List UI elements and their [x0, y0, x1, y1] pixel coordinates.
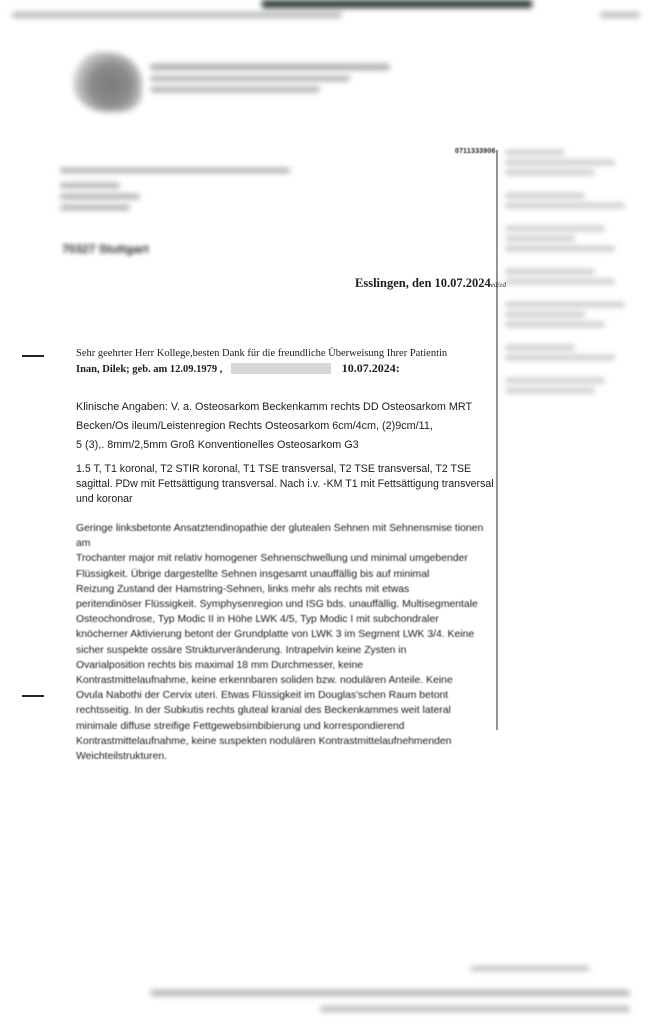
- findings-paragraph: [76, 521, 496, 764]
- mri-sequences: [76, 462, 496, 507]
- header-text-redacted: [12, 12, 342, 18]
- findings-line: peritendinöser Flüssigkeit. Symphysenregion und ISG bds. unauffällig. Multisegmentale: [76, 599, 478, 611]
- fold-mark-bottom: [22, 695, 44, 697]
- fold-mark-top: [22, 355, 44, 357]
- letter-date-suffix: ed/ed: [490, 281, 506, 289]
- greeting-block: [76, 346, 496, 377]
- findings-line: Weichteilstrukturen.: [76, 751, 168, 763]
- findings-line: Reizung Zustand der Hamstring-Sehnen, links mehr als rechts mit etwas: [76, 583, 410, 595]
- salutation: Sehr geehrter Herr Kollege,besten Dank für die freundliche Überweisung Ihrer Patientin: [76, 348, 448, 359]
- clinical-line: Becken/Os ileum/Leistenregion Rechts Osteosarkom 6cm/4cm, (2)9cm/11,: [76, 420, 433, 432]
- clinical-line: 5 (3),. 8mm/2,5mm Groß Konventionelles Osteosarkom G3: [76, 439, 359, 451]
- findings-line: Kontrastmittelaufnahme, keine erkennbaren soliden bzw. nodulären Anteile. Keine: [76, 675, 453, 687]
- header-strip: [12, 8, 640, 22]
- sequence-line: sagittal. PDw mit Fettsättigung transversal. Nach i.v. -KM T1 mit Fettsättigung transversal und koronar: [76, 478, 494, 505]
- page-number-redacted: [600, 12, 640, 18]
- findings-line: sicher suspekte ossäre Strukturveränderung. Intrapelvin keine Zysten in: [76, 644, 407, 656]
- header-dark-band: [262, 0, 532, 8]
- findings-line: Osteochondrose, Typ Modic II in Höhe LWK 4/5, Typ Modic I mit subchondraler: [76, 614, 439, 626]
- findings-line: minimale diffuse streifige Fettgewebsimbibierung und korrespondierend: [76, 720, 405, 732]
- document-id: 0711333906: [455, 148, 496, 155]
- exam-date: 10.07.2024:: [341, 361, 400, 375]
- practice-logo: [72, 52, 142, 112]
- findings-line: Ovarialposition rechts bis maximal 18 mm Durchmesser, keine: [76, 659, 363, 671]
- recipient-address: [60, 168, 320, 256]
- findings-line: Trochanter major mit relativ homogener Sehnenschwellung und minimal umgebender: [76, 553, 468, 565]
- findings-line: Kontrastmittelaufnahme, keine suspekten nodulären Kontrastmittelaufnehmenden: [76, 735, 452, 747]
- letter-date: [355, 276, 506, 291]
- findings-line: Ovula Nabothi der Cervix uteri. Etwas Flüssigkeit im Douglas'schen Raum betont: [76, 690, 449, 702]
- address-city-line: 70327 Stuttgart: [62, 242, 149, 256]
- sequence-line: 1.5 T, T1 koronal, T2 STIR koronal, T1 TSE transversal, T2 TSE transversal, T2 TSE: [76, 463, 472, 475]
- findings-line: rechtsseitig. In der Subkutis rechts gluteal kranial des Beckenkammes weit lateral: [76, 705, 451, 717]
- letterhead-sidebar: [505, 150, 655, 411]
- letter-date-text: Esslingen, den 10.07.2024: [355, 276, 491, 290]
- practice-name-redacted: [150, 64, 400, 98]
- redaction-box: [231, 363, 331, 374]
- patient-line: Inan, Dilek; geb. am 12.09.1979 ,: [76, 364, 223, 375]
- findings-line: Geringe linksbetonte Ansatztendinopathie der glutealen Sehnen mit Sehnensmise tionen am: [76, 523, 484, 550]
- clinical-indication: [76, 398, 496, 455]
- clinical-line: Klinische Angaben: V. a. Osteosarkom Beckenkamm rechts DD Osteosarkom MRT: [76, 401, 473, 413]
- margin-rule: [496, 150, 498, 730]
- findings-line: Flüssigkeit. Übrige dargestellte Sehnen insgesamt unauffällig bis auf minimal: [76, 568, 430, 580]
- findings-line: knöcherner Aktivierung betont der Grundplatte von LWK 3 im Segment LWK 3/4. Keine: [76, 629, 475, 641]
